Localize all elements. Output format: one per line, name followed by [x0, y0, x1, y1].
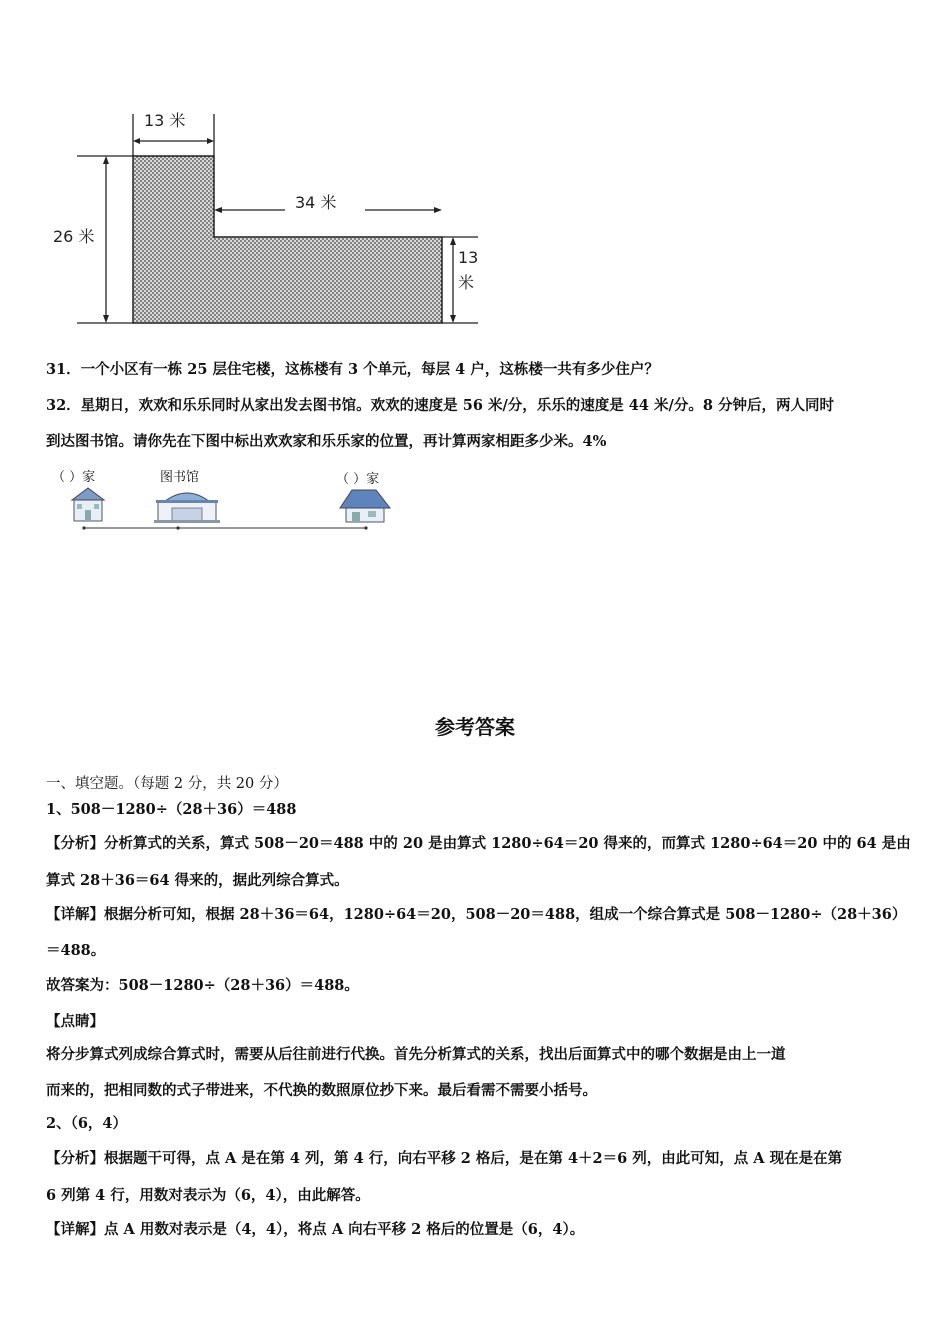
- right-height-num: 13: [458, 248, 479, 267]
- answer-2: 2、（6，4）: [46, 1115, 128, 1132]
- left-house-icon: [72, 488, 104, 521]
- left-home-label: （ ）家: [52, 470, 96, 485]
- answer-1-analysis-2: 算式 28＋36＝64 得来的，据此列综合算式。: [46, 872, 349, 889]
- answer-1-tip-2: 而来的，把相同数的式子带进来，不代换的数照原位抄下来。最后看需不需要小括号。: [46, 1082, 597, 1099]
- question-32-line-1: 32．星期日，欢欢和乐乐同时从家出发去图书馆。欢欢的速度是 56 米/分，乐乐的速度是 44 米/分。8 分钟后，两人同时: [46, 397, 834, 414]
- answer-2-analysis-2: 6 列第 4 行，用数对表示为（6，4），由此解答。: [46, 1187, 370, 1204]
- answer-1-detail-1: 【详解】根据分析可知，根据 28＋36＝64，1280÷64＝20，508－20＝488，组成一个综合算式是 508－1280÷（28＋36）: [46, 906, 907, 923]
- library-label: 图书馆: [160, 470, 200, 485]
- top-width-label: 13 米: [144, 111, 186, 130]
- right-height-unit: 米: [458, 273, 475, 292]
- answer-2-analysis-1: 【分析】根据题干可得，点 A 是在第 4 列，第 4 行，向右平移 2 格后，是在第 4＋2＝6 列，由此可知，点 A 现在是在第: [46, 1150, 843, 1167]
- answer-1-analysis-1: 【分析】分析算式的关系，算式 508－20＝488 中的 20 是由算式 1280÷64＝20 得来的，而算式 1280÷64＝20 中的 64 是由: [46, 835, 911, 852]
- answer-2-detail-1: 【详解】点 A 用数对表示是（4，4），将点 A 向右平移 2 格后的位置是（6，4）。: [46, 1221, 585, 1238]
- l-shape-figure: [40, 100, 500, 335]
- answer-1: 1、508－1280÷（28＋36）＝488: [46, 801, 297, 818]
- mid-length-label: 34 米: [295, 193, 337, 212]
- answer-1-final: 故答案为：508－1280÷（28＋36）＝488。: [46, 977, 359, 994]
- l-shape-region: [133, 156, 442, 323]
- question-32-line-2: 到达图书馆。请你先在下图中标出欢欢家和乐乐家的位置，再计算两家相距多少米。4%: [46, 433, 607, 450]
- right-house-icon: [340, 490, 390, 522]
- answer-1-tip-heading: 【点睛】: [46, 1013, 104, 1030]
- height-label: 26 米: [53, 227, 95, 246]
- answer-1-tip-1: 将分步算式列成综合算式时，需要从后往前进行代换。首先分析算式的关系，找出后面算式中的哪个数据是由上一道: [46, 1046, 786, 1063]
- route-diagram: [60, 484, 400, 534]
- answer-title: 参考答案: [435, 715, 515, 739]
- library-icon: [154, 493, 220, 523]
- right-home-label: （ ）家: [336, 472, 380, 487]
- section-1-heading: 一、填空题。（每题 2 分，共 20 分）: [46, 776, 288, 792]
- question-31: 31．一个小区有一栋 25 层住宅楼，这栋楼有 3 个单元，每层 4 户，这栋楼一共有多少住户？: [46, 361, 659, 378]
- answer-1-detail-2: ＝488。: [46, 942, 106, 959]
